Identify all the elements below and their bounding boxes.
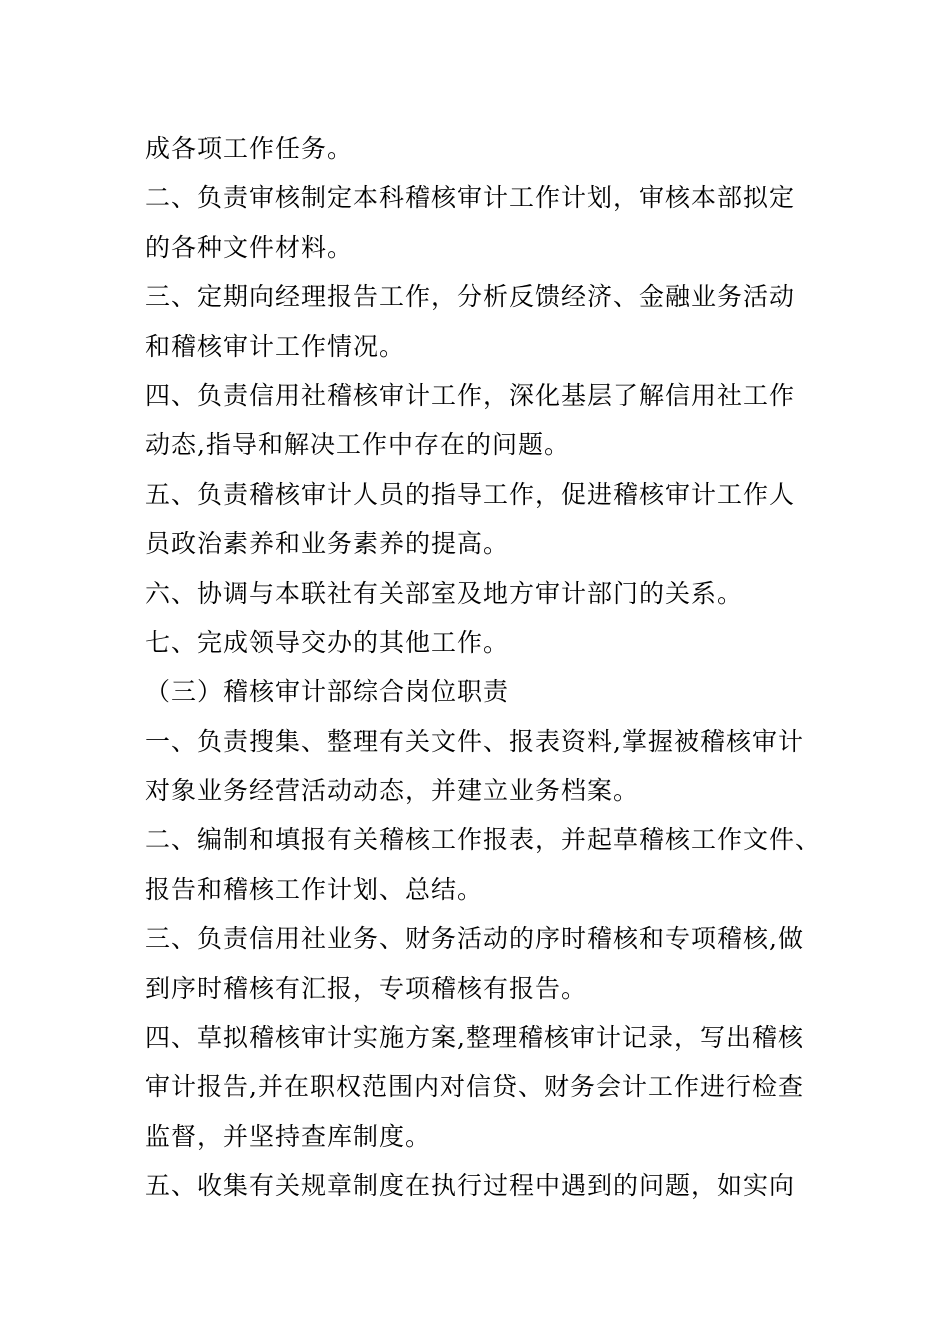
text-line: 二、编制和填报有关稽核工作报表，并起草稽核工作文件、	[145, 825, 822, 855]
text-line: 到序时稽核有汇报，专项稽核有报告。	[145, 973, 588, 1003]
text-line: 审计报告,并在职权范围内对信贷、财务会计工作进行检查	[145, 1072, 804, 1102]
text-line: 三、负责信用社业务、财务活动的序时稽核和专项稽核,做	[145, 924, 804, 954]
text-line: 三、定期向经理报告工作，分析反馈经济、金融业务活动	[145, 282, 796, 312]
text-line: 五、收集有关规章制度在执行过程中遇到的问题，如实向	[145, 1171, 796, 1201]
text-line: 成各项工作任务。	[145, 134, 354, 163]
document-body	[145, 124, 825, 1211]
text-line: 五、负责稽核审计人员的指导工作，促进稽核审计工作人	[145, 479, 796, 509]
text-line: 四、草拟稽核审计实施方案,整理稽核审计记录，写出稽核	[145, 1023, 804, 1053]
text-line: 监督，并坚持查库制度。	[145, 1121, 432, 1151]
text-line: 七、完成领导交办的其他工作。	[145, 627, 510, 657]
text-line: 四、负责信用社稽核审计工作，深化基层了解信用社工作	[145, 380, 796, 410]
text-line: 对象业务经营活动动态，并建立业务档案。	[145, 776, 640, 806]
text-line: 员政治素养和业务素养的提高。	[145, 529, 510, 559]
text-line: 六、协调与本联社有关部室及地方审计部门的关系。	[145, 578, 744, 608]
text-line: 和稽核审计工作情况。	[145, 331, 406, 361]
text-line: 二、负责审核制定本科稽核审计工作计划，审核本部拟定	[145, 183, 796, 213]
text-line: 一、负责搜集、整理有关文件、报表资料,掌握被稽核审计	[145, 726, 804, 756]
text-line: 动态,指导和解决工作中存在的问题。	[145, 430, 570, 460]
section-heading: （三）稽核审计部综合岗位职责	[145, 677, 510, 707]
text-line: 报告和稽核工作计划、总结。	[145, 874, 484, 904]
text-line: 的各种文件材料。	[145, 232, 354, 262]
